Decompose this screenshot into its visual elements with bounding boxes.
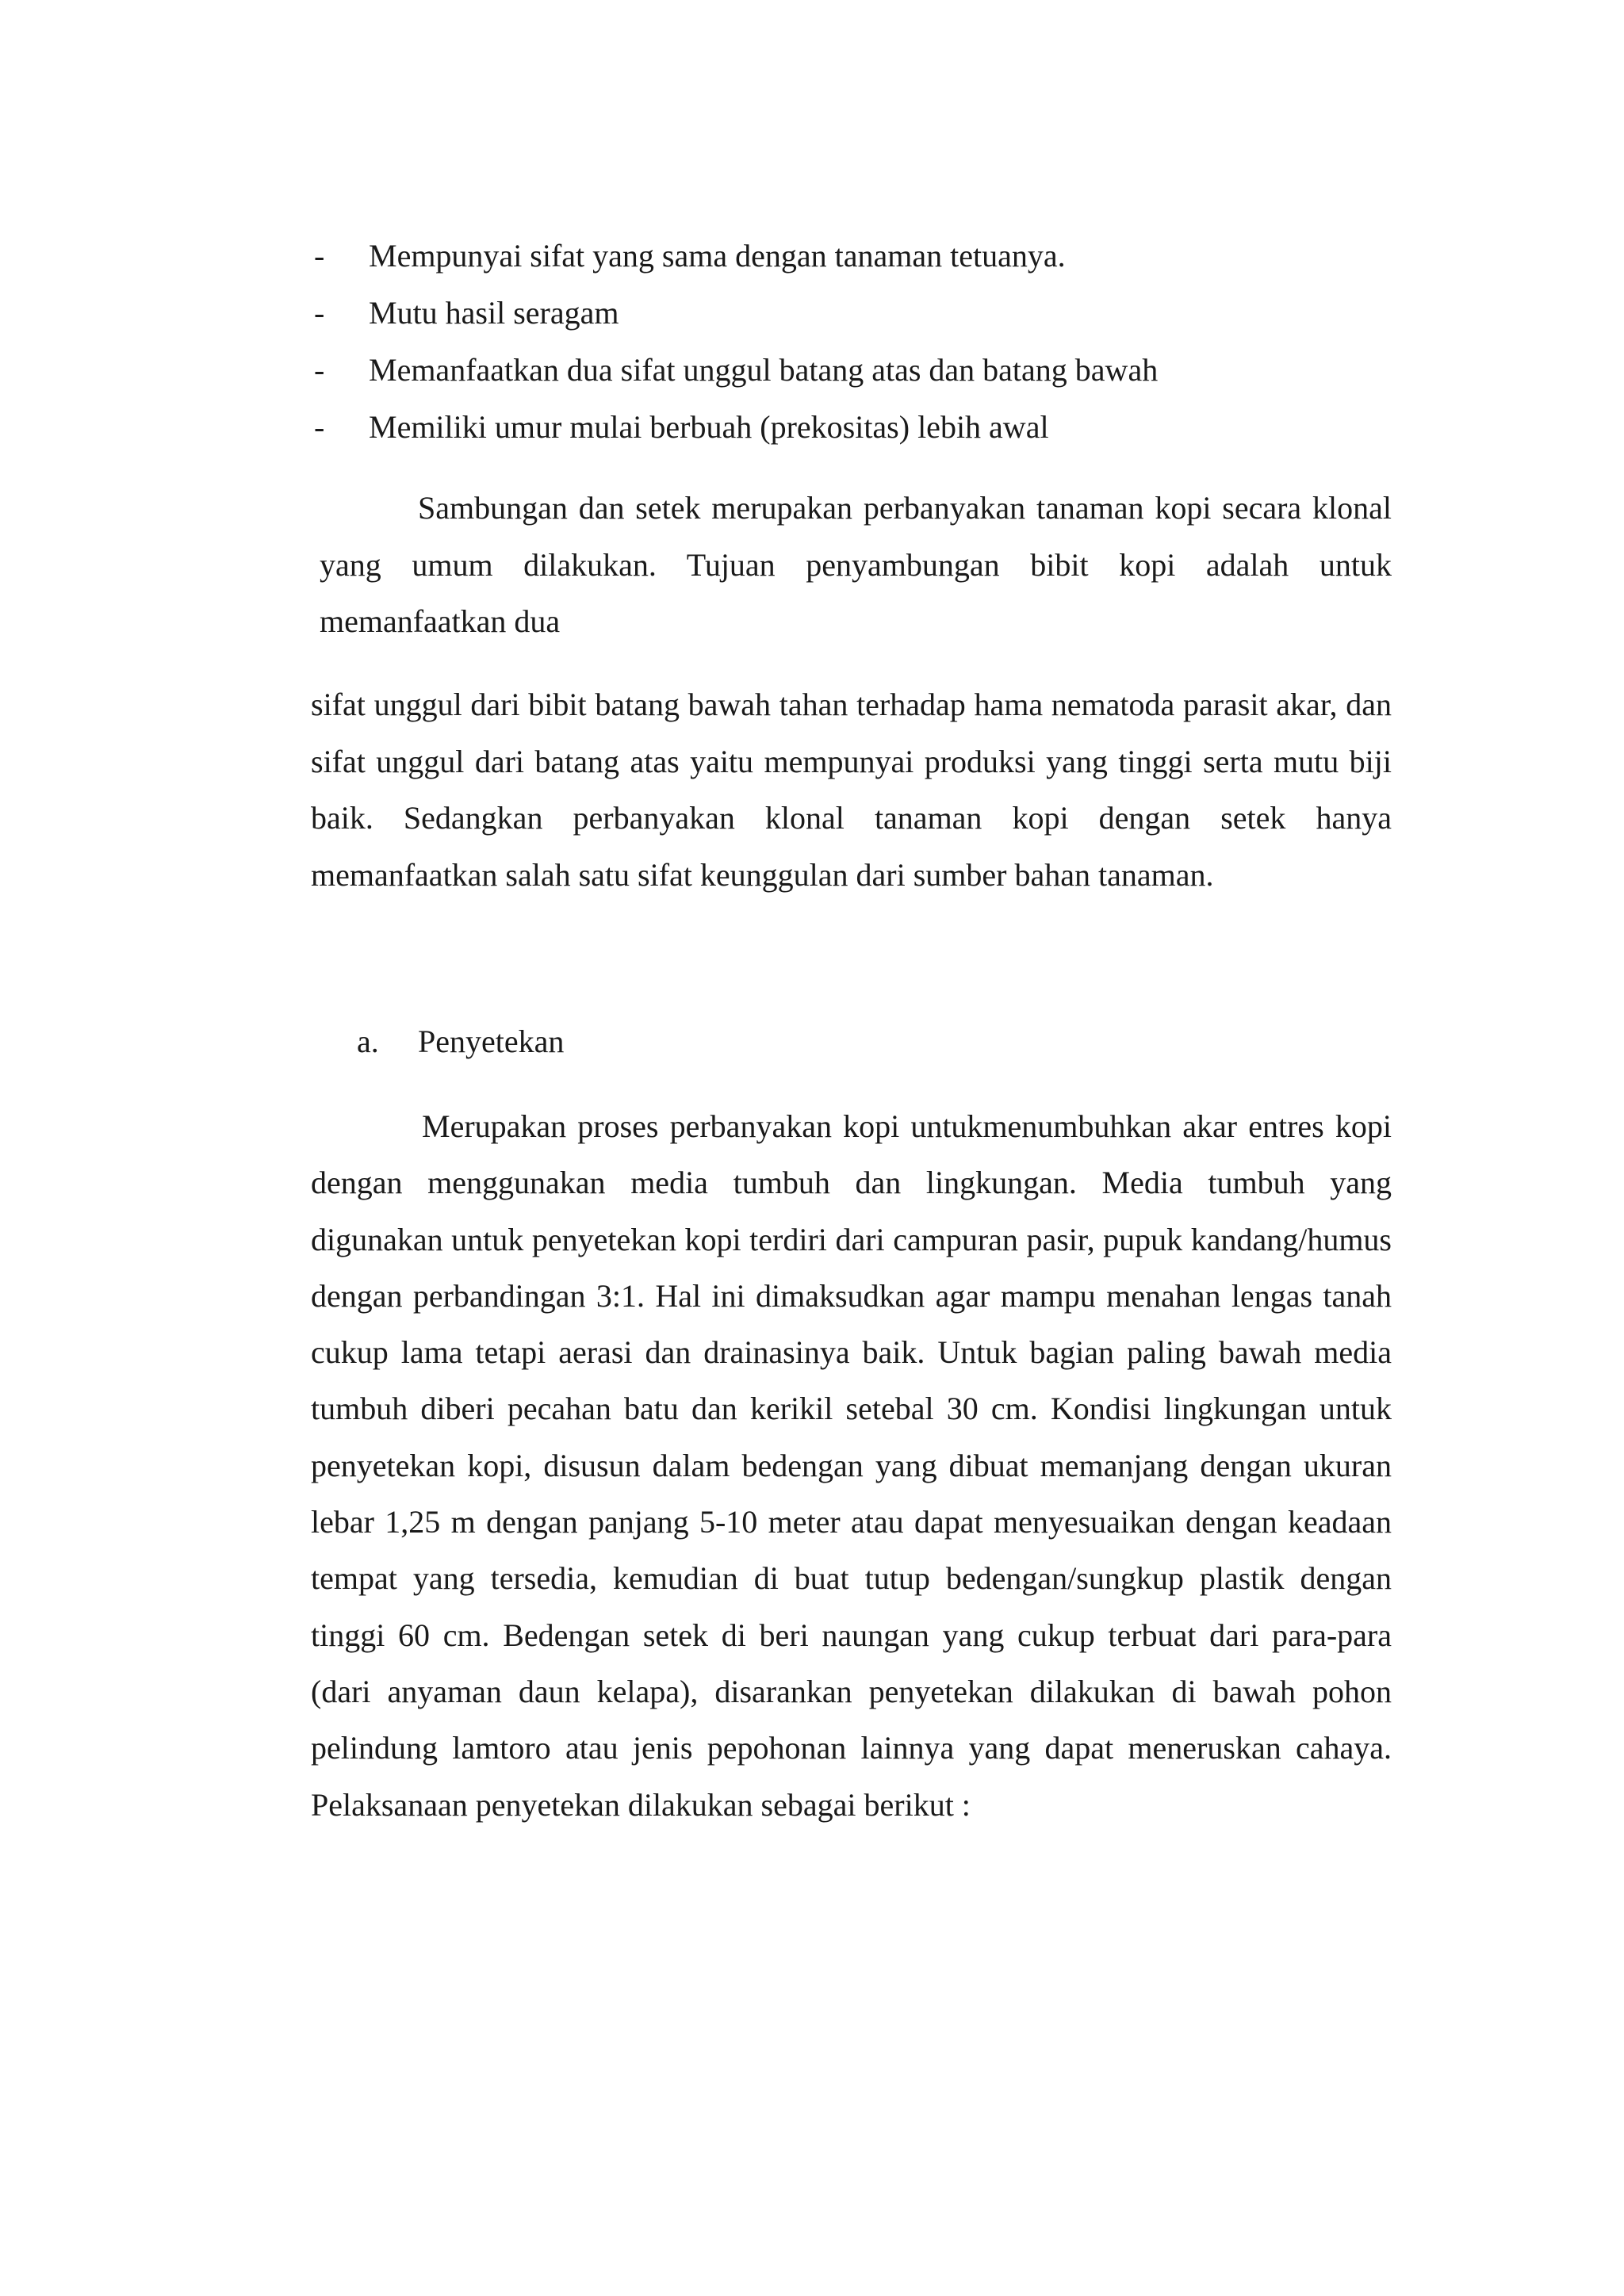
paragraph-sifat-unggul: sifat unggul dari bibit batang bawah tahan terhadap hama nematoda parasit akar, dan sifat unggul dari batang atas yaitu mempunyai produksi yang tinggi serta mutu biji baik. Sedangkan perbanyakan klonal tanaman kopi dengan setek hanya memanfaatkan salah satu sifat keunggulan dari sumber bahan tanaman. xyxy=(311,687,1392,893)
paragraph-penyetekan: Merupakan proses perbanyakan kopi untukmenumbuhkan akar entres kopi dengan menggunakan media tumbuh dan lingkungan. Media tumbuh yang digunakan untuk penyetekan kopi terdiri dari campuran pasir, pupuk kandang/humus dengan perbandingan 3:1. Hal ini dimaksudkan agar mampu menahan lengas tanah cukup lama tetapi aerasi dan drainasinya baik. Untuk bagian paling bawah media tumbuh diberi pecahan batu dan kerikil setebal 30 cm. Kondisi lingkungan untuk penyetekan kopi, disusun dalam bedengan yang dibuat memanjang dengan ukuran lebar 1,25 m dengan panjang 5-10 meter atau dapat menyesuaikan dengan keadaan tempat yang tersedia, kemudian di buat tutup bedengan/sungkup plastik dengan tinggi 60 cm. Bedengan setek di beri naungan yang cukup terbuat dari para-para (dari anyaman daun kelapa), disarankan penyetekan dilakukan di bawah pohon pelindung lamtoro atau jenis pepohonan lainnya yang dapat meneruskan cahaya. Pelaksanaan penyetekan dilakukan sebagai berikut : xyxy=(311,1108,1392,1823)
bullet-list xyxy=(314,228,1424,456)
section-marker: a. xyxy=(357,1024,379,1059)
bullet-item xyxy=(314,342,1424,399)
paragraph-sambungan: Sambungan dan setek merupakan perbanyakan tanaman kopi secara klonal yang umum dilakukan. Tujuan penyambungan bibit kopi adalah untuk memanfaatkan dua xyxy=(320,490,1392,639)
bullet-dash: - xyxy=(314,352,325,388)
bullet-dash: - xyxy=(314,238,325,274)
bullet-text: Mutu hasil seragam xyxy=(369,295,619,331)
bullet-item xyxy=(314,399,1424,456)
bullet-item xyxy=(314,228,1424,285)
bullet-dash: - xyxy=(314,409,325,445)
bullet-text: Mempunyai sifat yang sama dengan tanaman tetuanya. xyxy=(369,238,1066,274)
bullet-dash: - xyxy=(314,295,325,331)
bullet-text: Memiliki umur mulai berbuah (prekositas) lebih awal xyxy=(369,409,1049,445)
bullet-text: Memanfaatkan dua sifat unggul batang atas dan batang bawah xyxy=(369,352,1159,388)
section-title: Penyetekan xyxy=(418,1024,565,1059)
bullet-item xyxy=(314,285,1424,342)
